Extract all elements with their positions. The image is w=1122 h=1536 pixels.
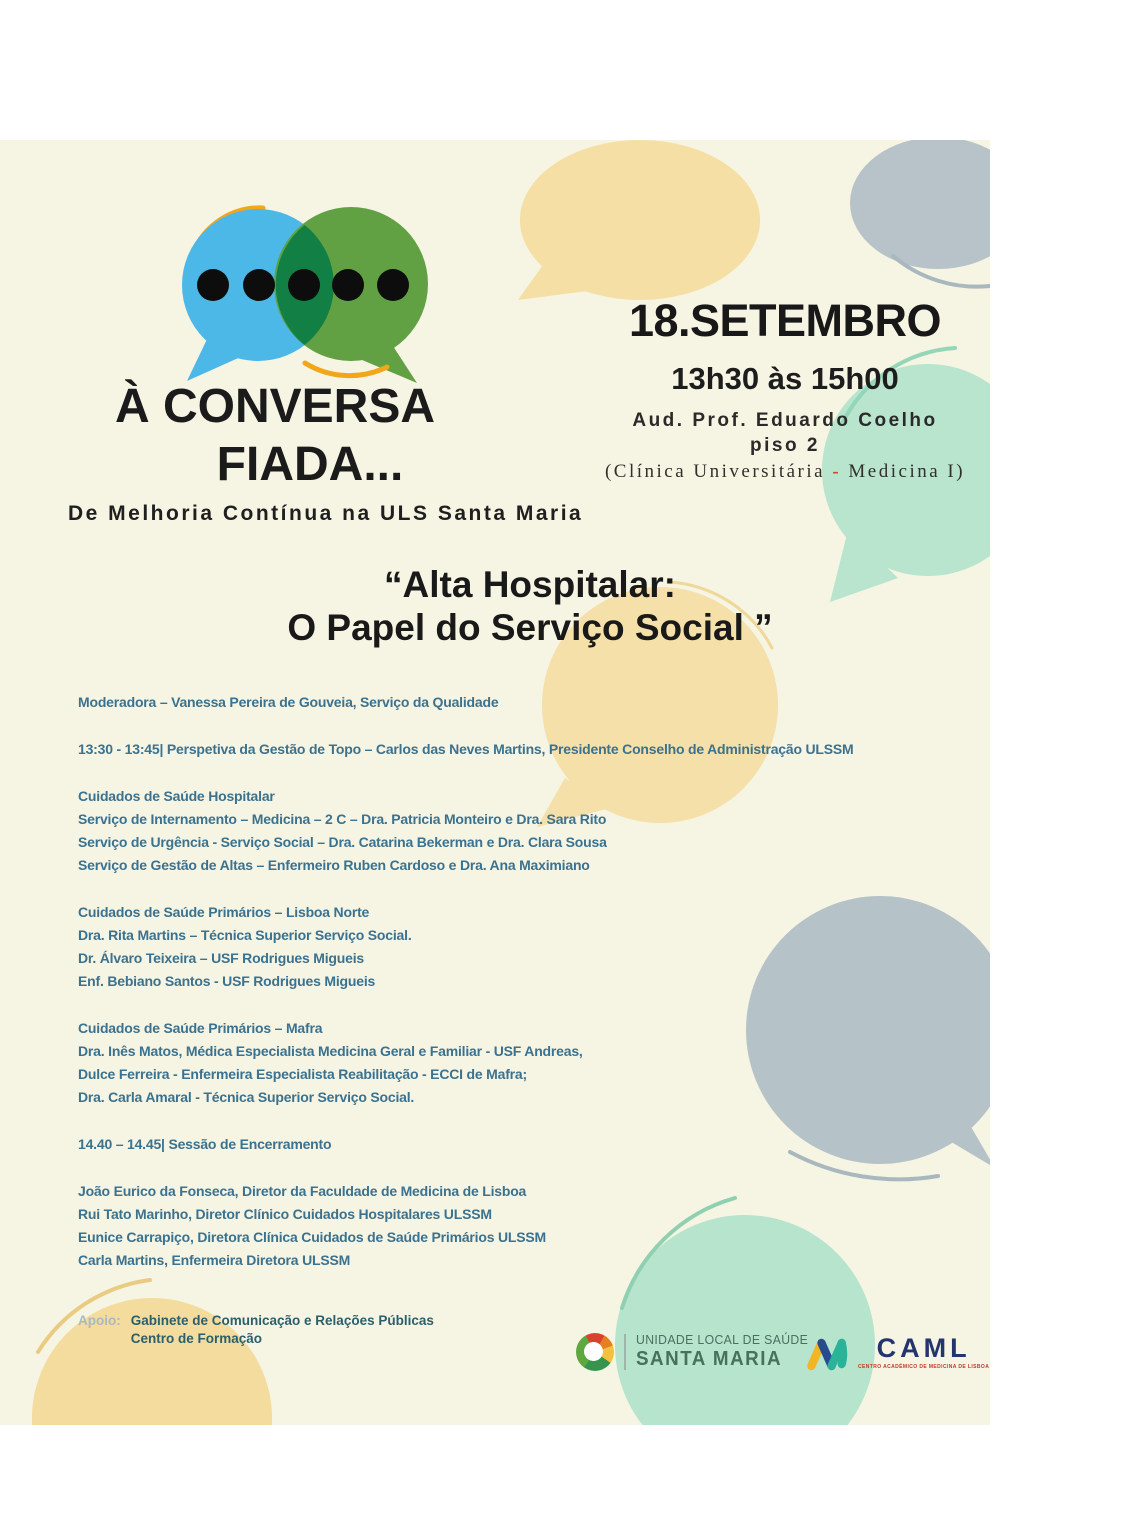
program-line: Eunice Carrapiço, Diretora Clínica Cuidados de Saúde Primários ULSSM [78, 1229, 546, 1245]
program-line: Cuidados de Saúde Primários – Mafra [78, 1020, 323, 1036]
program-line: 13:30 - 13:45| Perspetiva da Gestão de Topo – Carlos das Neves Martins, Presidente Conselho de Administração ULSSM [78, 741, 854, 757]
program-line: Dra. Carla Amaral - Técnica Superior Serviço Social. [78, 1089, 415, 1105]
poster-title-line1: À CONVERSA [114, 380, 436, 433]
circle-gray-top-right [850, 140, 990, 287]
circle-tan-bottom-left [32, 1280, 272, 1425]
program-section [78, 738, 980, 761]
uls-logo-line2: SANTA MARIA [635, 1348, 782, 1370]
program-line: Dra. Inês Matos, Médica Especialista Medicina Geral e Familiar - USF Andreas, [78, 1043, 583, 1059]
program-line: Serviço de Gestão de Altas – Enfermeiro Ruben Cardoso e Dra. Ana Maximiano [78, 857, 590, 873]
apoio-line2: Centro de Formação [130, 1331, 263, 1346]
program-line: Serviço de Internamento – Medicina – 2 C – Dra. Patricia Monteiro e Dra. Sara Rito [78, 811, 607, 827]
footer-apoio [78, 1312, 434, 1348]
program-line: Moderadora – Vanessa Pereira de Gouveia, Serviço da Qualidade [78, 694, 499, 710]
poster-page [0, 140, 990, 1425]
event-clinic: (Clínica Universitária - Medicina I) [604, 461, 966, 482]
program-line: Enf. Bebiano Santos - USF Rodrigues Migueis [78, 973, 376, 989]
event-theme-quote [170, 563, 890, 649]
uls-swirl-icon [576, 1333, 614, 1371]
quote-line2: O Papel do Serviço Social ” [287, 607, 773, 648]
quote-line1: “Alta Hospitalar: [384, 564, 676, 605]
program [78, 691, 980, 1296]
apoio-line1: Gabinete de Comunicação e Relações Públicas [130, 1313, 434, 1328]
caml-tagline: CENTRO ACADÉMICO DE MEDICINA DE LISBOA [858, 1364, 990, 1370]
event-date: 18.SETEMBRO [628, 295, 942, 346]
program-line: João Eurico da Fonseca, Diretor da Faculdade de Medicina de Lisboa [78, 1183, 527, 1199]
conversa-logo-icon [165, 195, 435, 390]
uls-logo-line1: UNIDADE LOCAL DE SAÚDE [635, 1332, 808, 1347]
apoio-label: Apoio: [78, 1313, 121, 1328]
red-dash: - [832, 461, 842, 482]
caml-name: CAML [876, 1333, 971, 1363]
caml-mark-icon [804, 1334, 850, 1374]
program-line: Cuidados de Saúde Primários – Lisboa Norte [78, 904, 370, 920]
program-line: Serviço de Urgência - Serviço Social – Dra. Catarina Bekerman e Dra. Clara Sousa [78, 834, 607, 850]
program-section [78, 1133, 980, 1156]
program-section [78, 1017, 980, 1109]
logo-divider [624, 1334, 626, 1370]
speech-bubble-tan-top [518, 140, 760, 300]
program-line: Carla Martins, Enfermeira Diretora ULSSM [78, 1252, 351, 1268]
program-line: Rui Tato Marinho, Diretor Clínico Cuidados Hospitalares ULSSM [78, 1206, 492, 1222]
caml-logo [804, 1334, 989, 1374]
event-venue: Aud. Prof. Eduardo Coelho [632, 410, 938, 431]
program-section [78, 785, 980, 877]
program-section [78, 1180, 980, 1272]
event-time: 13h30 às 15h00 [671, 361, 899, 396]
program-line: Dulce Ferreira - Enfermeira Especialista Reabilitação - ECCI de Mafra; [78, 1066, 527, 1082]
event-floor: piso 2 [750, 435, 820, 456]
program-section [78, 901, 980, 993]
event-block [585, 295, 985, 483]
poster-title-line2: FIADA... [216, 438, 404, 491]
program-line: Dra. Rita Martins – Técnica Superior Serviço Social. [78, 927, 412, 943]
poster-subtitle: De Melhoria Contínua na ULS Santa Maria [68, 502, 584, 525]
program-line: 14.40 – 14.45| Sessão de Encerramento [78, 1136, 332, 1152]
program-section [78, 691, 980, 714]
program-line: Cuidados de Saúde Hospitalar [78, 788, 275, 804]
program-line: Dr. Álvaro Teixeira – USF Rodrigues Migueis [78, 950, 365, 966]
uls-santa-maria-logo [576, 1332, 819, 1371]
